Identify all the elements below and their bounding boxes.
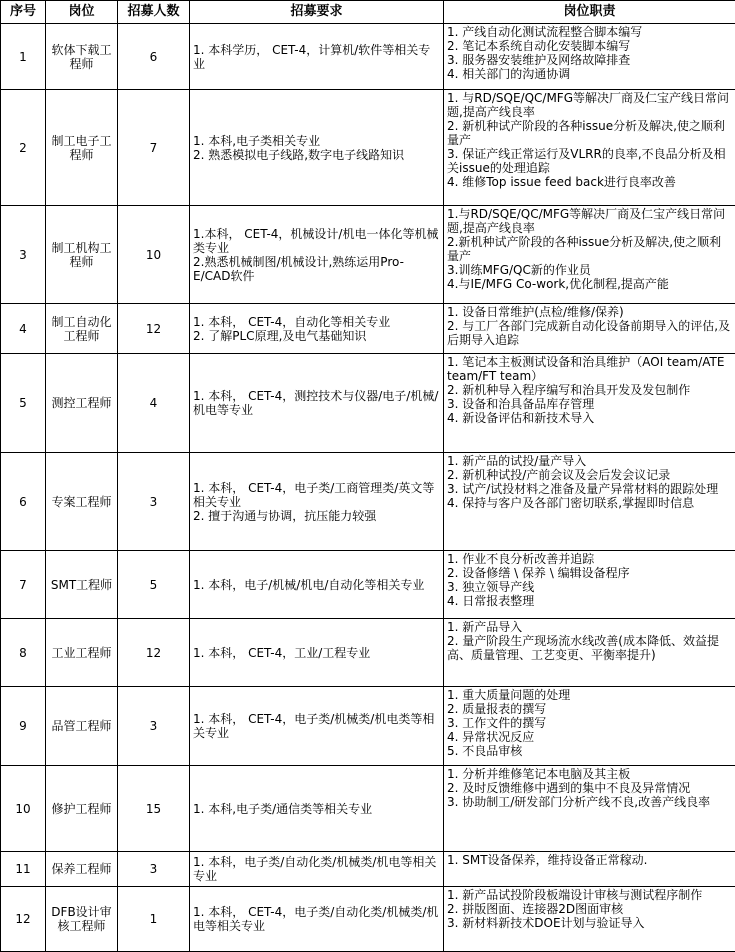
- row-no: 1: [1, 24, 46, 90]
- duty-line: 2. 笔记本系统自动化安装脚本编写: [447, 39, 732, 53]
- row-duties: [444, 354, 735, 453]
- duty-line: 2. 及时反馈维修中遇到的集中不良及异常情况: [447, 781, 732, 795]
- row-no: 7: [1, 551, 46, 619]
- row-count: 3: [118, 852, 190, 887]
- row-duties: [444, 206, 735, 304]
- row-count: 12: [118, 304, 190, 354]
- duty-line: 1. SMT设备保养，维持设备正常稼动.: [447, 853, 732, 867]
- duty-line: 1. 作业不良分析改善并追踪: [447, 552, 732, 566]
- requirement-line: 2.熟悉机械制图/机械设计,熟练运用Pro-E/CAD软件: [193, 255, 440, 283]
- requirement-line: 1.本科， CET-4，机械设计/机电一体化等机械类专业: [193, 227, 440, 255]
- duty-line: 2. 新机种试产阶段的各种issue分析及解决,使之顺利量产: [447, 119, 732, 147]
- duty-line: 3. 新材料新技术DOE计划与验证导入: [447, 916, 732, 930]
- row-requirements: [190, 453, 444, 551]
- duty-line: 4. 新设备评估和新技术导入: [447, 411, 732, 425]
- requirement-line: 2. 了解PLC原理,及电气基础知识: [193, 329, 440, 343]
- row-requirements: [190, 206, 444, 304]
- row-no: 2: [1, 90, 46, 206]
- duty-line: 2. 拼版图面、连接器2D图面审核: [447, 902, 732, 916]
- requirement-line: 1. 本科,电子类相关专业: [193, 134, 440, 148]
- row-position: SMT工程师: [46, 551, 118, 619]
- row-requirements: [190, 887, 444, 952]
- row-duties: [444, 453, 735, 551]
- requirement-line: 1. 本科，电子类/自动化类/机械类/机电等相关专业: [193, 855, 440, 883]
- duty-line: 1. 新产品试投阶段板端设计审核与测试程序制作: [447, 888, 732, 902]
- duty-line: 1. 新产品的试投/量产导入: [447, 454, 732, 468]
- row-duties: [444, 304, 735, 354]
- row-count: 4: [118, 354, 190, 453]
- duty-line: 2. 量产阶段生产现场流水线改善(成本降低、效益提高、质量管理、工艺变更、平衡率提升): [447, 634, 732, 662]
- duty-line: 2. 设备修缮 \ 保养 \ 编辑设备程序: [447, 566, 732, 580]
- row-count: 1: [118, 887, 190, 952]
- table-row: [1, 24, 735, 90]
- row-requirements: [190, 90, 444, 206]
- row-duties: [444, 551, 735, 619]
- duty-line: 3. 工作文件的撰写: [447, 716, 732, 730]
- header-count: 招募人数: [118, 1, 190, 24]
- row-no: 10: [1, 766, 46, 852]
- row-requirements: [190, 766, 444, 852]
- duty-line: 1. 与RD/SQE/QC/MFG等解决厂商及仁宝产线日常问题,提高产线良率: [447, 91, 732, 119]
- row-position: 制工机构工程师: [46, 206, 118, 304]
- table-row: [1, 551, 735, 619]
- row-duties: [444, 687, 735, 766]
- table-row: [1, 619, 735, 687]
- duty-line: 3. 独立领导产线: [447, 580, 732, 594]
- duty-line: 4.与IE/MFG Co-work,优化制程,提高产能: [447, 277, 732, 291]
- requirement-line: 1. 本科，电子/机械/机电/自动化等相关专业: [193, 578, 440, 592]
- duty-line: 2. 质量报表的撰写: [447, 702, 732, 716]
- requirement-line: 1. 本科， CET-4，工业/工程专业: [193, 646, 440, 660]
- duty-line: 2.新机种试产阶段的各种issue分析及解决,使之顺利量产: [447, 235, 732, 263]
- duty-line: 3. 协助制工/研发部门分析产线不良,改善产线良率: [447, 795, 732, 809]
- requirement-line: 1. 本科， CET-4，测控技术与仪器/电子/机械/机电等专业: [193, 389, 440, 417]
- row-count: 3: [118, 687, 190, 766]
- row-no: 6: [1, 453, 46, 551]
- row-position: 专案工程师: [46, 453, 118, 551]
- requirement-line: 1. 本科学历， CET-4，计算机/软件等相关专业: [193, 43, 440, 71]
- duty-line: 3.训练MFG/QC新的作业员: [447, 263, 732, 277]
- duty-line: 1. 产线自动化测试流程整合脚本编写: [447, 25, 732, 39]
- row-count: 3: [118, 453, 190, 551]
- requirement-line: 2. 擅于沟通与协调，抗压能力较强: [193, 509, 440, 523]
- row-position: 软体下载工程师: [46, 24, 118, 90]
- row-position: DFB设计审核工程师: [46, 887, 118, 952]
- row-duties: [444, 852, 735, 887]
- row-no: 5: [1, 354, 46, 453]
- header-row: [1, 1, 735, 24]
- row-no: 4: [1, 304, 46, 354]
- row-count: 6: [118, 24, 190, 90]
- duty-line: 1. 笔记本主板测试设备和治具维护（AOI team/ATE team/FT team）: [447, 355, 732, 383]
- row-duties: [444, 24, 735, 90]
- row-duties: [444, 619, 735, 687]
- row-requirements: [190, 354, 444, 453]
- table-row: [1, 206, 735, 304]
- duty-line: 3. 服务器安装维护及网络故障排查: [447, 53, 732, 67]
- duty-line: 1. 新产品导入: [447, 620, 732, 634]
- row-no: 8: [1, 619, 46, 687]
- header-requirements: 招募要求: [190, 1, 444, 24]
- row-position: 制工电子工程师: [46, 90, 118, 206]
- row-requirements: [190, 24, 444, 90]
- row-position: 品管工程师: [46, 687, 118, 766]
- row-requirements: [190, 687, 444, 766]
- table-row: [1, 354, 735, 453]
- row-position: 修护工程师: [46, 766, 118, 852]
- duty-line: 4. 维修Top issue feed back进行良率改善: [447, 175, 732, 189]
- header-no: 序号: [1, 1, 46, 24]
- duty-line: 1. 分析并维修笔记本电脑及其主板: [447, 767, 732, 781]
- duty-line: 2. 新机种试投/产前会议及会后发会议记录: [447, 468, 732, 482]
- row-count: 10: [118, 206, 190, 304]
- table-row: [1, 887, 735, 952]
- requirement-line: 2. 熟悉模拟电子线路,数字电子线路知识: [193, 148, 440, 162]
- row-count: 15: [118, 766, 190, 852]
- table-row: [1, 687, 735, 766]
- duty-line: 4. 日常报表整理: [447, 594, 732, 608]
- table-row: [1, 90, 735, 206]
- row-count: 5: [118, 551, 190, 619]
- table-row: [1, 766, 735, 852]
- requirement-line: 1. 本科， CET-4，电子类/机械类/机电类等相关专业: [193, 712, 440, 740]
- row-position: 工业工程师: [46, 619, 118, 687]
- duty-line: 3. 保证产线正常运行及VLRR的良率,不良品分析及相关issue的处理追踪: [447, 147, 732, 175]
- table-row: [1, 304, 735, 354]
- duty-line: 3. 试产/试投材料之准备及量产异常材料的跟踪处理: [447, 482, 732, 496]
- row-requirements: [190, 619, 444, 687]
- table-row: [1, 852, 735, 887]
- row-position: 测控工程师: [46, 354, 118, 453]
- row-no: 3: [1, 206, 46, 304]
- row-count: 7: [118, 90, 190, 206]
- row-position: 制工自动化工程师: [46, 304, 118, 354]
- requirement-line: 1. 本科,电子类/通信类等相关专业: [193, 802, 440, 816]
- row-requirements: [190, 852, 444, 887]
- row-position: 保养工程师: [46, 852, 118, 887]
- duty-line: 4. 保持与客户及各部门密切联系,掌握即时信息: [447, 496, 732, 510]
- requirement-line: 1. 本科， CET-4，电子类/自动化类/机械类/机电等相关专业: [193, 905, 440, 933]
- row-requirements: [190, 304, 444, 354]
- duty-line: 1.与RD/SQE/QC/MFG等解决厂商及仁宝产线日常问题,提高产线良率: [447, 207, 732, 235]
- duty-line: 1. 设备日常维护(点检/维修/保养): [447, 305, 732, 319]
- duty-line: 2. 与工厂各部门完成新自动化设备前期导入的评估,及后期导入追踪: [447, 319, 732, 347]
- row-duties: [444, 887, 735, 952]
- duty-line: 4. 异常状况反应: [447, 730, 732, 744]
- requirement-line: 1. 本科， CET-4，自动化等相关专业: [193, 315, 440, 329]
- row-duties: [444, 766, 735, 852]
- table-row: [1, 453, 735, 551]
- duty-line: 5. 不良品审核: [447, 744, 732, 758]
- requirement-line: 1. 本科， CET-4，电子类/工商管理类/英文等相关专业: [193, 481, 440, 509]
- row-requirements: [190, 551, 444, 619]
- duty-line: 1. 重大质量问题的处理: [447, 688, 732, 702]
- row-duties: [444, 90, 735, 206]
- duty-line: 4. 相关部门的沟通协调: [447, 67, 732, 81]
- row-no: 9: [1, 687, 46, 766]
- header-position: 岗位: [46, 1, 118, 24]
- header-duties: 岗位职责: [444, 1, 735, 24]
- duty-line: 3. 设备和治具备品库存管理: [447, 397, 732, 411]
- table-body: [1, 24, 735, 952]
- row-count: 12: [118, 619, 190, 687]
- row-no: 11: [1, 852, 46, 887]
- duty-line: 2. 新机种导入程序编写和治具开发及发包制作: [447, 383, 732, 397]
- row-no: 12: [1, 887, 46, 952]
